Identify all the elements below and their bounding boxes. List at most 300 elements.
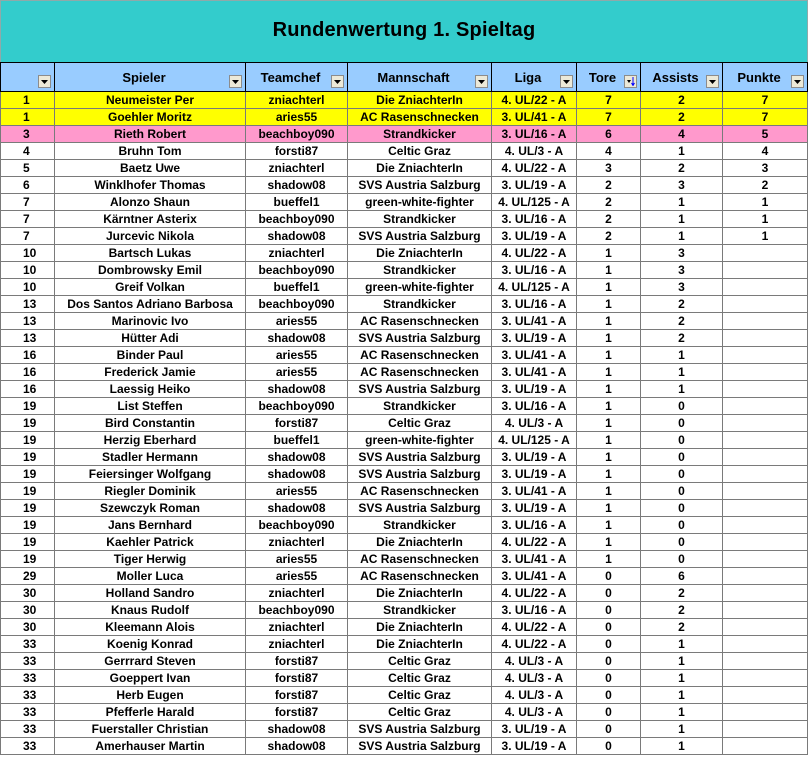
cell-punkte[interactable] [723, 330, 808, 347]
filter-dropdown-icon[interactable] [38, 75, 51, 88]
cell-teamchef[interactable]: forsti87 [246, 143, 348, 160]
cell-punkte[interactable] [723, 636, 808, 653]
cell-tore[interactable]: 1 [577, 517, 641, 534]
cell-tore[interactable]: 0 [577, 653, 641, 670]
cell-punkte[interactable] [723, 432, 808, 449]
cell-mannschaft[interactable]: Die ZniachterIn [348, 636, 492, 653]
cell-liga[interactable]: 3. UL/41 - A [492, 109, 577, 126]
cell-rank[interactable]: 19 [1, 534, 55, 551]
cell-mannschaft[interactable]: AC Rasenschnecken [348, 364, 492, 381]
cell-spieler[interactable]: Bruhn Tom [55, 143, 246, 160]
cell-punkte[interactable] [723, 517, 808, 534]
cell-liga[interactable]: 4. UL/125 - A [492, 432, 577, 449]
cell-liga[interactable]: 3. UL/41 - A [492, 568, 577, 585]
cell-rank[interactable]: 30 [1, 602, 55, 619]
cell-assists[interactable]: 2 [641, 330, 723, 347]
cell-teamchef[interactable]: aries55 [246, 347, 348, 364]
cell-mannschaft[interactable]: Celtic Graz [348, 415, 492, 432]
cell-assists[interactable]: 0 [641, 432, 723, 449]
cell-rank[interactable]: 4 [1, 143, 55, 160]
cell-spieler[interactable]: Bird Constantin [55, 415, 246, 432]
cell-mannschaft[interactable]: SVS Austria Salzburg [348, 738, 492, 755]
cell-rank[interactable]: 13 [1, 330, 55, 347]
cell-punkte[interactable] [723, 398, 808, 415]
cell-tore[interactable]: 1 [577, 245, 641, 262]
cell-spieler[interactable]: Jans Bernhard [55, 517, 246, 534]
cell-assists[interactable]: 2 [641, 296, 723, 313]
cell-spieler[interactable]: Feiersinger Wolfgang [55, 466, 246, 483]
cell-spieler[interactable]: Holland Sandro [55, 585, 246, 602]
cell-assists[interactable]: 2 [641, 160, 723, 177]
cell-spieler[interactable]: Baetz Uwe [55, 160, 246, 177]
cell-rank[interactable]: 16 [1, 381, 55, 398]
cell-liga[interactable]: 3. UL/19 - A [492, 721, 577, 738]
cell-liga[interactable]: 3. UL/19 - A [492, 449, 577, 466]
cell-assists[interactable]: 1 [641, 364, 723, 381]
cell-mannschaft[interactable]: green-white-fighter [348, 279, 492, 296]
cell-spieler[interactable]: Stadler Hermann [55, 449, 246, 466]
cell-tore[interactable]: 2 [577, 228, 641, 245]
cell-teamchef[interactable]: shadow08 [246, 721, 348, 738]
cell-teamchef[interactable]: beachboy090 [246, 517, 348, 534]
cell-liga[interactable]: 3. UL/41 - A [492, 483, 577, 500]
cell-teamchef[interactable]: shadow08 [246, 228, 348, 245]
filter-dropdown-icon[interactable] [560, 75, 573, 88]
cell-liga[interactable]: 4. UL/22 - A [492, 619, 577, 636]
cell-liga[interactable]: 3. UL/16 - A [492, 262, 577, 279]
cell-spieler[interactable]: Winklhofer Thomas [55, 177, 246, 194]
cell-spieler[interactable]: List Steffen [55, 398, 246, 415]
cell-punkte[interactable] [723, 262, 808, 279]
cell-teamchef[interactable]: forsti87 [246, 670, 348, 687]
cell-teamchef[interactable]: bueffel1 [246, 194, 348, 211]
cell-tore[interactable]: 0 [577, 721, 641, 738]
cell-punkte[interactable]: 1 [723, 228, 808, 245]
cell-assists[interactable]: 0 [641, 449, 723, 466]
cell-mannschaft[interactable]: AC Rasenschnecken [348, 551, 492, 568]
cell-rank[interactable]: 30 [1, 619, 55, 636]
cell-spieler[interactable]: Hütter Adi [55, 330, 246, 347]
cell-mannschaft[interactable]: Celtic Graz [348, 704, 492, 721]
cell-liga[interactable]: 3. UL/16 - A [492, 398, 577, 415]
cell-punkte[interactable] [723, 415, 808, 432]
cell-teamchef[interactable]: aries55 [246, 109, 348, 126]
cell-liga[interactable]: 3. UL/41 - A [492, 347, 577, 364]
cell-tore[interactable]: 1 [577, 398, 641, 415]
cell-assists[interactable]: 0 [641, 551, 723, 568]
cell-rank[interactable]: 13 [1, 296, 55, 313]
cell-rank[interactable]: 16 [1, 347, 55, 364]
cell-teamchef[interactable]: zniachterl [246, 245, 348, 262]
cell-mannschaft[interactable]: AC Rasenschnecken [348, 109, 492, 126]
cell-liga[interactable]: 3. UL/16 - A [492, 602, 577, 619]
cell-punkte[interactable]: 7 [723, 92, 808, 109]
cell-rank[interactable]: 13 [1, 313, 55, 330]
cell-liga[interactable]: 3. UL/19 - A [492, 500, 577, 517]
cell-punkte[interactable] [723, 313, 808, 330]
cell-mannschaft[interactable]: Strandkicker [348, 126, 492, 143]
cell-teamchef[interactable]: forsti87 [246, 704, 348, 721]
cell-assists[interactable]: 1 [641, 636, 723, 653]
cell-teamchef[interactable]: forsti87 [246, 415, 348, 432]
cell-tore[interactable]: 1 [577, 432, 641, 449]
cell-tore[interactable]: 0 [577, 568, 641, 585]
cell-punkte[interactable] [723, 602, 808, 619]
cell-punkte[interactable]: 1 [723, 194, 808, 211]
cell-assists[interactable]: 2 [641, 313, 723, 330]
cell-tore[interactable]: 3 [577, 160, 641, 177]
cell-punkte[interactable] [723, 500, 808, 517]
cell-teamchef[interactable]: zniachterl [246, 619, 348, 636]
cell-teamchef[interactable]: zniachterl [246, 636, 348, 653]
cell-spieler[interactable]: Tiger Herwig [55, 551, 246, 568]
cell-liga[interactable]: 3. UL/16 - A [492, 517, 577, 534]
cell-assists[interactable]: 6 [641, 568, 723, 585]
cell-spieler[interactable]: Kärntner Asterix [55, 211, 246, 228]
cell-punkte[interactable] [723, 449, 808, 466]
cell-punkte[interactable] [723, 466, 808, 483]
cell-rank[interactable]: 1 [1, 109, 55, 126]
cell-punkte[interactable] [723, 279, 808, 296]
cell-rank[interactable]: 10 [1, 262, 55, 279]
cell-tore[interactable]: 6 [577, 126, 641, 143]
cell-assists[interactable]: 0 [641, 483, 723, 500]
cell-spieler[interactable]: Herb Eugen [55, 687, 246, 704]
cell-rank[interactable]: 10 [1, 279, 55, 296]
cell-rank[interactable]: 19 [1, 551, 55, 568]
cell-teamchef[interactable]: shadow08 [246, 738, 348, 755]
cell-punkte[interactable] [723, 670, 808, 687]
cell-assists[interactable]: 2 [641, 585, 723, 602]
cell-mannschaft[interactable]: Die ZniachterIn [348, 534, 492, 551]
cell-assists[interactable]: 3 [641, 262, 723, 279]
cell-rank[interactable]: 29 [1, 568, 55, 585]
cell-teamchef[interactable]: beachboy090 [246, 262, 348, 279]
cell-mannschaft[interactable]: Celtic Graz [348, 687, 492, 704]
cell-spieler[interactable]: Gerrrard Steven [55, 653, 246, 670]
cell-rank[interactable]: 19 [1, 432, 55, 449]
cell-tore[interactable]: 2 [577, 211, 641, 228]
cell-punkte[interactable]: 2 [723, 177, 808, 194]
cell-spieler[interactable]: Jurcevic Nikola [55, 228, 246, 245]
cell-assists[interactable]: 1 [641, 721, 723, 738]
cell-teamchef[interactable]: forsti87 [246, 687, 348, 704]
cell-tore[interactable]: 0 [577, 619, 641, 636]
cell-punkte[interactable] [723, 483, 808, 500]
cell-rank[interactable]: 10 [1, 245, 55, 262]
cell-tore[interactable]: 1 [577, 279, 641, 296]
cell-rank[interactable]: 30 [1, 585, 55, 602]
cell-mannschaft[interactable]: SVS Austria Salzburg [348, 721, 492, 738]
cell-punkte[interactable]: 4 [723, 143, 808, 160]
cell-spieler[interactable]: Kleemann Alois [55, 619, 246, 636]
cell-mannschaft[interactable]: SVS Austria Salzburg [348, 177, 492, 194]
cell-spieler[interactable]: Riegler Dominik [55, 483, 246, 500]
cell-spieler[interactable]: Marinovic Ivo [55, 313, 246, 330]
cell-mannschaft[interactable]: SVS Austria Salzburg [348, 466, 492, 483]
cell-rank[interactable]: 33 [1, 704, 55, 721]
cell-punkte[interactable] [723, 653, 808, 670]
cell-tore[interactable]: 1 [577, 364, 641, 381]
cell-teamchef[interactable]: aries55 [246, 551, 348, 568]
cell-tore[interactable]: 1 [577, 500, 641, 517]
cell-assists[interactable]: 2 [641, 92, 723, 109]
cell-tore[interactable]: 4 [577, 143, 641, 160]
filter-dropdown-icon[interactable] [229, 75, 242, 88]
cell-assists[interactable]: 1 [641, 228, 723, 245]
cell-teamchef[interactable]: beachboy090 [246, 602, 348, 619]
cell-assists[interactable]: 0 [641, 534, 723, 551]
cell-tore[interactable]: 1 [577, 551, 641, 568]
cell-liga[interactable]: 3. UL/19 - A [492, 381, 577, 398]
cell-punkte[interactable] [723, 381, 808, 398]
cell-teamchef[interactable]: aries55 [246, 364, 348, 381]
cell-spieler[interactable]: Knaus Rudolf [55, 602, 246, 619]
cell-assists[interactable]: 3 [641, 177, 723, 194]
cell-mannschaft[interactable]: Strandkicker [348, 296, 492, 313]
cell-mannschaft[interactable]: AC Rasenschnecken [348, 483, 492, 500]
cell-punkte[interactable] [723, 364, 808, 381]
cell-assists[interactable]: 1 [641, 653, 723, 670]
cell-teamchef[interactable]: beachboy090 [246, 398, 348, 415]
cell-teamchef[interactable]: shadow08 [246, 330, 348, 347]
cell-teamchef[interactable]: aries55 [246, 483, 348, 500]
cell-punkte[interactable] [723, 704, 808, 721]
cell-liga[interactable]: 4. UL/22 - A [492, 534, 577, 551]
cell-mannschaft[interactable]: SVS Austria Salzburg [348, 330, 492, 347]
cell-assists[interactable]: 1 [641, 211, 723, 228]
cell-spieler[interactable]: Moller Luca [55, 568, 246, 585]
sort-descending-filter-icon[interactable] [624, 75, 637, 88]
cell-spieler[interactable]: Laessig Heiko [55, 381, 246, 398]
cell-mannschaft[interactable]: Die ZniachterIn [348, 619, 492, 636]
cell-tore[interactable]: 2 [577, 177, 641, 194]
cell-mannschaft[interactable]: Die ZniachterIn [348, 92, 492, 109]
cell-spieler[interactable]: Koenig Konrad [55, 636, 246, 653]
cell-teamchef[interactable]: shadow08 [246, 500, 348, 517]
cell-liga[interactable]: 3. UL/16 - A [492, 126, 577, 143]
cell-rank[interactable]: 33 [1, 670, 55, 687]
cell-assists[interactable]: 1 [641, 143, 723, 160]
cell-tore[interactable]: 1 [577, 262, 641, 279]
cell-punkte[interactable] [723, 551, 808, 568]
cell-punkte[interactable] [723, 738, 808, 755]
cell-liga[interactable]: 4. UL/3 - A [492, 670, 577, 687]
cell-teamchef[interactable]: beachboy090 [246, 211, 348, 228]
cell-rank[interactable]: 33 [1, 636, 55, 653]
cell-liga[interactable]: 3. UL/19 - A [492, 177, 577, 194]
cell-spieler[interactable]: Alonzo Shaun [55, 194, 246, 211]
cell-punkte[interactable] [723, 619, 808, 636]
filter-dropdown-icon[interactable] [475, 75, 488, 88]
cell-assists[interactable]: 0 [641, 517, 723, 534]
cell-teamchef[interactable]: bueffel1 [246, 432, 348, 449]
cell-liga[interactable]: 4. UL/125 - A [492, 194, 577, 211]
cell-liga[interactable]: 3. UL/19 - A [492, 330, 577, 347]
cell-rank[interactable]: 6 [1, 177, 55, 194]
cell-rank[interactable]: 19 [1, 466, 55, 483]
cell-spieler[interactable]: Dombrowsky Emil [55, 262, 246, 279]
cell-tore[interactable]: 0 [577, 602, 641, 619]
cell-rank[interactable]: 19 [1, 449, 55, 466]
cell-teamchef[interactable]: zniachterl [246, 92, 348, 109]
cell-liga[interactable]: 3. UL/41 - A [492, 313, 577, 330]
cell-spieler[interactable]: Greif Volkan [55, 279, 246, 296]
filter-dropdown-icon[interactable] [706, 75, 719, 88]
cell-mannschaft[interactable]: Celtic Graz [348, 670, 492, 687]
cell-rank[interactable]: 19 [1, 517, 55, 534]
cell-tore[interactable]: 1 [577, 347, 641, 364]
cell-tore[interactable]: 0 [577, 670, 641, 687]
cell-rank[interactable]: 33 [1, 721, 55, 738]
cell-rank[interactable]: 1 [1, 92, 55, 109]
cell-mannschaft[interactable]: Celtic Graz [348, 653, 492, 670]
cell-assists[interactable]: 1 [641, 738, 723, 755]
cell-mannschaft[interactable]: AC Rasenschnecken [348, 347, 492, 364]
cell-spieler[interactable]: Neumeister Per [55, 92, 246, 109]
cell-liga[interactable]: 4. UL/3 - A [492, 653, 577, 670]
cell-liga[interactable]: 3. UL/19 - A [492, 228, 577, 245]
cell-mannschaft[interactable]: Die ZniachterIn [348, 160, 492, 177]
cell-liga[interactable]: 3. UL/41 - A [492, 364, 577, 381]
cell-tore[interactable]: 0 [577, 585, 641, 602]
cell-mannschaft[interactable]: Strandkicker [348, 602, 492, 619]
cell-spieler[interactable]: Herzig Eberhard [55, 432, 246, 449]
cell-assists[interactable]: 2 [641, 619, 723, 636]
cell-teamchef[interactable]: beachboy090 [246, 126, 348, 143]
cell-rank[interactable]: 19 [1, 415, 55, 432]
cell-tore[interactable]: 1 [577, 483, 641, 500]
cell-mannschaft[interactable]: AC Rasenschnecken [348, 568, 492, 585]
cell-punkte[interactable] [723, 534, 808, 551]
cell-spieler[interactable]: Rieth Robert [55, 126, 246, 143]
cell-liga[interactable]: 4. UL/3 - A [492, 415, 577, 432]
cell-spieler[interactable]: Bartsch Lukas [55, 245, 246, 262]
cell-mannschaft[interactable]: green-white-fighter [348, 194, 492, 211]
cell-tore[interactable]: 1 [577, 330, 641, 347]
cell-punkte[interactable] [723, 296, 808, 313]
cell-tore[interactable]: 0 [577, 704, 641, 721]
cell-assists[interactable]: 1 [641, 347, 723, 364]
cell-liga[interactable]: 4. UL/3 - A [492, 143, 577, 160]
cell-spieler[interactable]: Dos Santos Adriano Barbosa [55, 296, 246, 313]
cell-tore[interactable]: 0 [577, 687, 641, 704]
cell-assists[interactable]: 0 [641, 500, 723, 517]
cell-teamchef[interactable]: bueffel1 [246, 279, 348, 296]
cell-tore[interactable]: 2 [577, 194, 641, 211]
cell-punkte[interactable]: 7 [723, 109, 808, 126]
cell-liga[interactable]: 4. UL/22 - A [492, 636, 577, 653]
cell-rank[interactable]: 19 [1, 398, 55, 415]
cell-tore[interactable]: 1 [577, 381, 641, 398]
cell-spieler[interactable]: Kaehler Patrick [55, 534, 246, 551]
cell-tore[interactable]: 0 [577, 738, 641, 755]
cell-spieler[interactable]: Fuerstaller Christian [55, 721, 246, 738]
cell-tore[interactable]: 0 [577, 636, 641, 653]
cell-assists[interactable]: 3 [641, 245, 723, 262]
cell-teamchef[interactable]: aries55 [246, 568, 348, 585]
cell-mannschaft[interactable]: Strandkicker [348, 262, 492, 279]
cell-mannschaft[interactable]: Die ZniachterIn [348, 245, 492, 262]
cell-tore[interactable]: 1 [577, 449, 641, 466]
filter-dropdown-icon[interactable] [791, 75, 804, 88]
cell-punkte[interactable] [723, 585, 808, 602]
cell-teamchef[interactable]: forsti87 [246, 653, 348, 670]
cell-teamchef[interactable]: shadow08 [246, 177, 348, 194]
cell-rank[interactable]: 19 [1, 500, 55, 517]
cell-assists[interactable]: 2 [641, 602, 723, 619]
cell-mannschaft[interactable]: SVS Austria Salzburg [348, 500, 492, 517]
cell-mannschaft[interactable]: Die ZniachterIn [348, 585, 492, 602]
cell-liga[interactable]: 4. UL/125 - A [492, 279, 577, 296]
cell-punkte[interactable] [723, 347, 808, 364]
cell-rank[interactable]: 33 [1, 687, 55, 704]
cell-liga[interactable]: 4. UL/22 - A [492, 585, 577, 602]
cell-punkte[interactable]: 5 [723, 126, 808, 143]
cell-rank[interactable]: 7 [1, 228, 55, 245]
cell-rank[interactable]: 3 [1, 126, 55, 143]
cell-assists[interactable]: 0 [641, 466, 723, 483]
cell-assists[interactable]: 3 [641, 279, 723, 296]
cell-mannschaft[interactable]: SVS Austria Salzburg [348, 381, 492, 398]
cell-rank[interactable]: 19 [1, 483, 55, 500]
cell-tore[interactable]: 1 [577, 534, 641, 551]
cell-assists[interactable]: 0 [641, 398, 723, 415]
cell-liga[interactable]: 3. UL/19 - A [492, 738, 577, 755]
cell-liga[interactable]: 3. UL/41 - A [492, 551, 577, 568]
cell-assists[interactable]: 1 [641, 704, 723, 721]
cell-liga[interactable]: 4. UL/22 - A [492, 245, 577, 262]
cell-rank[interactable]: 33 [1, 738, 55, 755]
cell-assists[interactable]: 2 [641, 109, 723, 126]
cell-tore[interactable]: 1 [577, 415, 641, 432]
cell-punkte[interactable] [723, 687, 808, 704]
cell-mannschaft[interactable]: SVS Austria Salzburg [348, 449, 492, 466]
cell-liga[interactable]: 4. UL/22 - A [492, 160, 577, 177]
cell-rank[interactable]: 5 [1, 160, 55, 177]
cell-rank[interactable]: 33 [1, 653, 55, 670]
cell-spieler[interactable]: Goehler Moritz [55, 109, 246, 126]
cell-punkte[interactable]: 1 [723, 211, 808, 228]
cell-liga[interactable]: 4. UL/3 - A [492, 687, 577, 704]
cell-tore[interactable]: 1 [577, 466, 641, 483]
cell-tore[interactable]: 1 [577, 313, 641, 330]
cell-assists[interactable]: 4 [641, 126, 723, 143]
cell-rank[interactable]: 16 [1, 364, 55, 381]
cell-liga[interactable]: 4. UL/22 - A [492, 92, 577, 109]
cell-spieler[interactable]: Amerhauser Martin [55, 738, 246, 755]
cell-punkte[interactable]: 3 [723, 160, 808, 177]
cell-spieler[interactable]: Pfefferle Harald [55, 704, 246, 721]
cell-mannschaft[interactable]: AC Rasenschnecken [348, 313, 492, 330]
cell-rank[interactable]: 7 [1, 211, 55, 228]
cell-liga[interactable]: 3. UL/16 - A [492, 211, 577, 228]
cell-assists[interactable]: 1 [641, 687, 723, 704]
cell-tore[interactable]: 7 [577, 109, 641, 126]
cell-teamchef[interactable]: shadow08 [246, 381, 348, 398]
cell-spieler[interactable]: Szewczyk Roman [55, 500, 246, 517]
cell-mannschaft[interactable]: green-white-fighter [348, 432, 492, 449]
cell-tore[interactable]: 7 [577, 92, 641, 109]
cell-mannschaft[interactable]: Strandkicker [348, 211, 492, 228]
cell-liga[interactable]: 3. UL/16 - A [492, 296, 577, 313]
cell-teamchef[interactable]: zniachterl [246, 160, 348, 177]
cell-mannschaft[interactable]: Strandkicker [348, 398, 492, 415]
cell-spieler[interactable]: Binder Paul [55, 347, 246, 364]
cell-liga[interactable]: 4. UL/3 - A [492, 704, 577, 721]
cell-tore[interactable]: 1 [577, 296, 641, 313]
cell-assists[interactable]: 1 [641, 381, 723, 398]
